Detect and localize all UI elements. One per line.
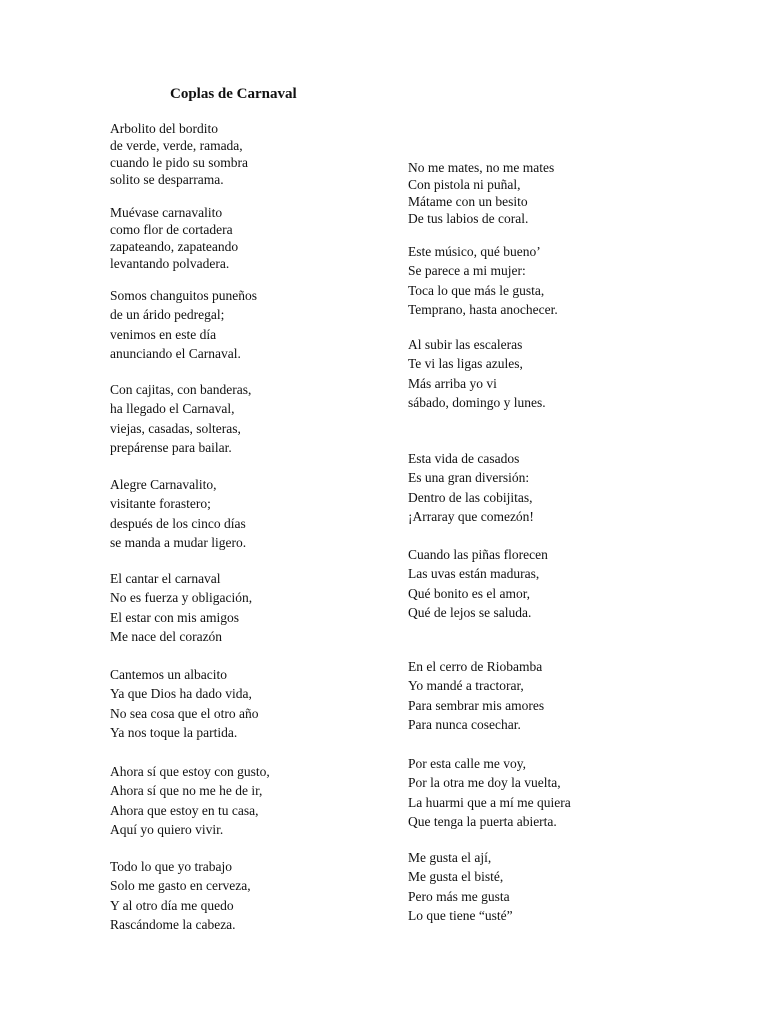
stanza <box>408 657 544 734</box>
verse-line: Te vi las ligas azules, <box>408 356 523 372</box>
stanza <box>408 545 548 622</box>
verse-line: Me gusta el ají, <box>408 850 492 865</box>
verse-line: Solo me gasto en cerveza, <box>110 878 251 894</box>
verse-line: Por la otra me doy la vuelta, <box>408 775 561 791</box>
verse-line: La huarmi que a mí me quiera <box>408 794 571 810</box>
verse-line: de un árido pedregal; <box>110 307 225 323</box>
verse-line: Es una gran diversión: <box>408 470 530 486</box>
stanza <box>408 335 546 412</box>
verse-line: Ahora sí que estoy con gusto, <box>110 764 270 779</box>
verse-line: como flor de cortadera <box>110 222 233 237</box>
verse-line: Ahora que estoy en tu casa, <box>110 802 259 818</box>
verse-line: No sea cosa que el otro año <box>110 705 259 721</box>
verse-line: Aquí yo quiero vivir. <box>110 821 224 837</box>
verse-line: Arbolito del bordito <box>110 121 218 136</box>
verse-line: solito se desparrama. <box>110 172 224 187</box>
stanza <box>110 475 246 552</box>
verse-line: ha llegado el Carnaval, <box>110 401 235 417</box>
verse-line: Esta vida de casados <box>408 451 520 466</box>
verse-line: Toca lo que más le gusta, <box>408 282 545 298</box>
verse-line: Y al otro día me quedo <box>110 897 234 913</box>
verse-line: No me mates, no me mates <box>408 160 555 175</box>
stanza <box>110 762 270 839</box>
verse-line: El estar con mis amigos <box>110 609 239 625</box>
stanza <box>408 159 554 227</box>
verse-line: Este músico, qué bueno’ <box>408 244 541 259</box>
verse-line: Todo lo que yo trabajo <box>110 859 233 874</box>
verse-line: sábado, domingo y lunes. <box>408 394 546 410</box>
verse-line: ¡Arraray que comezón! <box>408 508 534 524</box>
verse-line: Cantemos un albacito <box>110 667 227 682</box>
verse-line: levantando polvadera. <box>110 256 230 271</box>
verse-line: Ahora sí que no me he de ir, <box>110 783 263 799</box>
stanza <box>110 204 238 272</box>
verse-line: Lo que tiene “usté” <box>408 907 513 923</box>
verse-line: Rascándome la cabeza. <box>110 916 236 932</box>
verse-line: De tus labios de coral. <box>408 211 529 226</box>
page-title: Coplas de Carnaval <box>170 86 297 102</box>
stanza <box>408 242 558 319</box>
verse-line: Cuando las piñas florecen <box>408 547 548 562</box>
verse-line: Ya nos toque la partida. <box>110 724 238 740</box>
verse-line: cuando le pido su sombra <box>110 155 248 170</box>
verse-line: Para sembrar mis amores <box>408 697 545 713</box>
verse-line: Alegre Carnavalito, <box>110 477 217 492</box>
stanza <box>110 120 248 188</box>
verse-line: Por esta calle me voy, <box>408 756 526 771</box>
verse-line: anunciando el Carnaval. <box>110 345 241 361</box>
verse-line: Que tenga la puerta abierta. <box>408 813 557 829</box>
verse-line: Me nace del corazón <box>110 628 223 644</box>
stanza <box>408 449 534 526</box>
verse-line: Mátame con un besito <box>408 194 528 209</box>
verse-line: Ya que Dios ha dado vida, <box>110 686 252 702</box>
verse-line: venimos en este día <box>110 326 217 342</box>
verse-line: Qué de lejos se saluda. <box>408 604 532 620</box>
verse-line: prepárense para bailar. <box>110 439 232 455</box>
verse-line: Se parece a mi mujer: <box>408 263 526 279</box>
verse-line: Las uvas están maduras, <box>408 566 540 582</box>
verse-line: Con cajitas, con banderas, <box>110 382 252 397</box>
verse-line: Pero más me gusta <box>408 888 510 904</box>
verse-line: Para nunca cosechar. <box>408 716 521 732</box>
verse-line: Muévase carnavalito <box>110 205 223 220</box>
stanza <box>110 857 251 934</box>
verse-line: Yo mandé a tractorar, <box>408 678 524 694</box>
verse-line: No es fuerza y obligación, <box>110 590 253 606</box>
verse-line: Con pistola ni puñal, <box>408 177 521 192</box>
verse-line: Temprano, hasta anochecer. <box>408 301 558 317</box>
verse-line: se manda a mudar ligero. <box>110 534 247 550</box>
verse-line: El cantar el carnaval <box>110 571 221 586</box>
verse-line: zapateando, zapateando <box>110 239 239 254</box>
verse-line: Me gusta el bisté, <box>408 869 504 885</box>
verse-line: viejas, casadas, solteras, <box>110 420 241 436</box>
verse-line: después de los cinco días <box>110 515 246 531</box>
verse-line: visitante forastero; <box>110 496 211 512</box>
verse-line: Al subir las escaleras <box>408 337 523 352</box>
verse-line: Más arriba yo vi <box>408 375 497 391</box>
verse-line: Qué bonito es el amor, <box>408 585 531 601</box>
stanza <box>110 286 257 363</box>
verse-line: Dentro de las cobijitas, <box>408 489 533 505</box>
stanza <box>110 569 252 646</box>
verse-line: En el cerro de Riobamba <box>408 659 543 674</box>
verse-line: Somos changuitos puneños <box>110 288 257 303</box>
stanza <box>110 380 251 457</box>
verse-line: de verde, verde, ramada, <box>110 138 243 153</box>
stanza <box>408 848 513 925</box>
stanza <box>110 665 258 742</box>
stanza <box>408 754 571 831</box>
